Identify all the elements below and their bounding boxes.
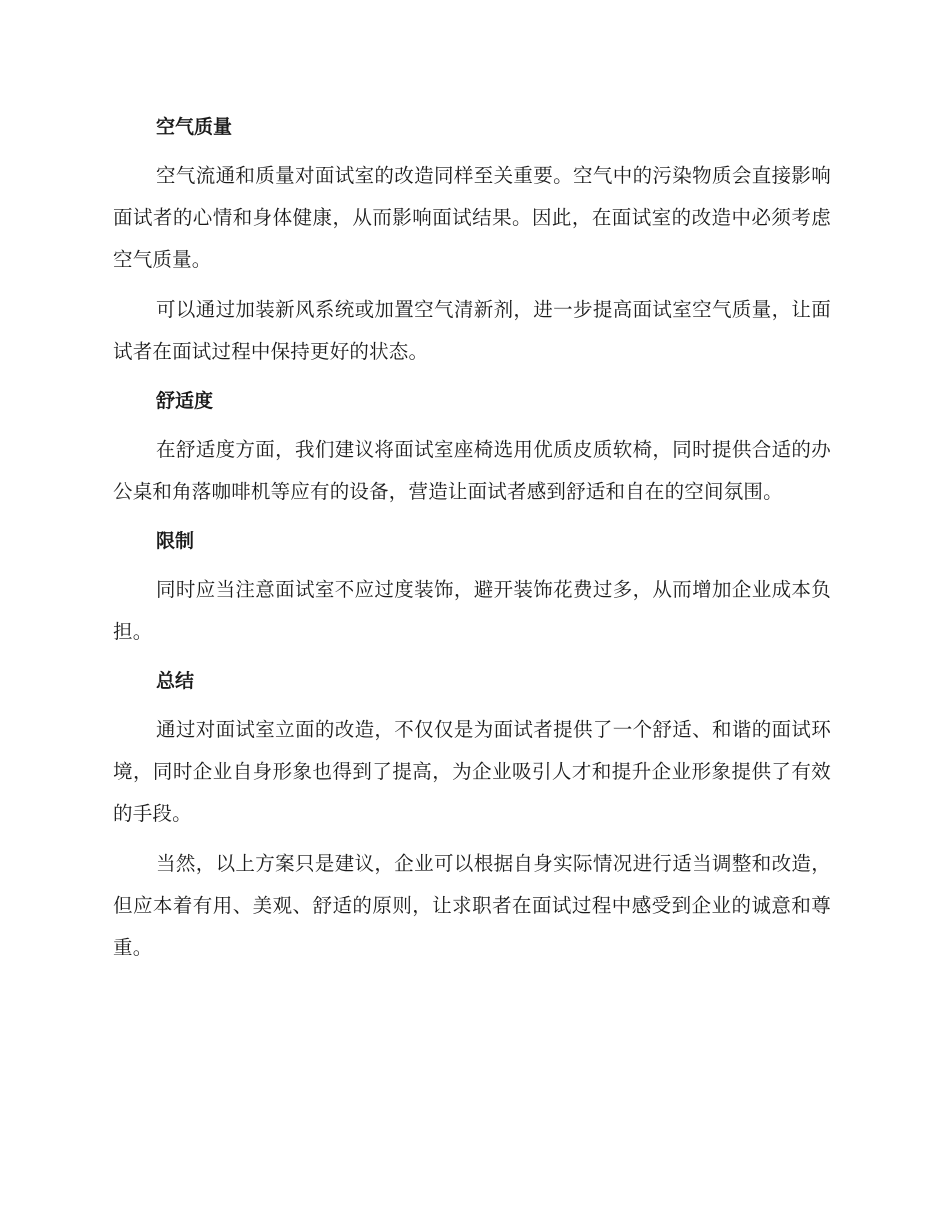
paragraph: 通过对面试室立面的改造，不仅仅是为面试者提供了一个舒适、和谐的面试环境，同时企业自身形象也得到了提高，为企业吸引人才和提升企业形象提供了有效的手段。 [113,718,831,825]
section-heading: 空气质量 [156,116,233,138]
paragraph: 空气流通和质量对面试室的改造同样至关重要。空气中的污染物质会直接影响面试者的心情和身体健康，从而影响面试结果。因此，在面试室的改造中必须考虑空气质量。 [113,164,831,271]
section-heading: 总结 [156,670,195,692]
section-air-quality [113,109,831,373]
section-limits [113,523,831,653]
paragraph: 在舒适度方面，我们建议将面试室座椅选用优质皮质软椅，同时提供合适的办公桌和角落咖啡机等应有的设备，营造让面试者感到舒适和自在的空间氛围。 [113,438,831,503]
section-heading: 限制 [156,530,195,552]
document-page [113,109,831,977]
section-heading: 舒适度 [156,390,214,412]
section-summary [113,663,831,969]
paragraph: 当然，以上方案只是建议，企业可以根据自身实际情况进行适当调整和改造，但应本着有用、美观、舒适的原则，让求职者在面试过程中感受到企业的诚意和尊重。 [113,852,831,959]
section-comfort [113,383,831,513]
paragraph: 同时应当注意面试室不应过度装饰，避开装饰花费过多，从而增加企业成本负担。 [113,578,831,643]
paragraph: 可以通过加装新风系统或加置空气清新剂，进一步提高面试室空气质量，让面试者在面试过程中保持更好的状态。 [113,298,831,363]
